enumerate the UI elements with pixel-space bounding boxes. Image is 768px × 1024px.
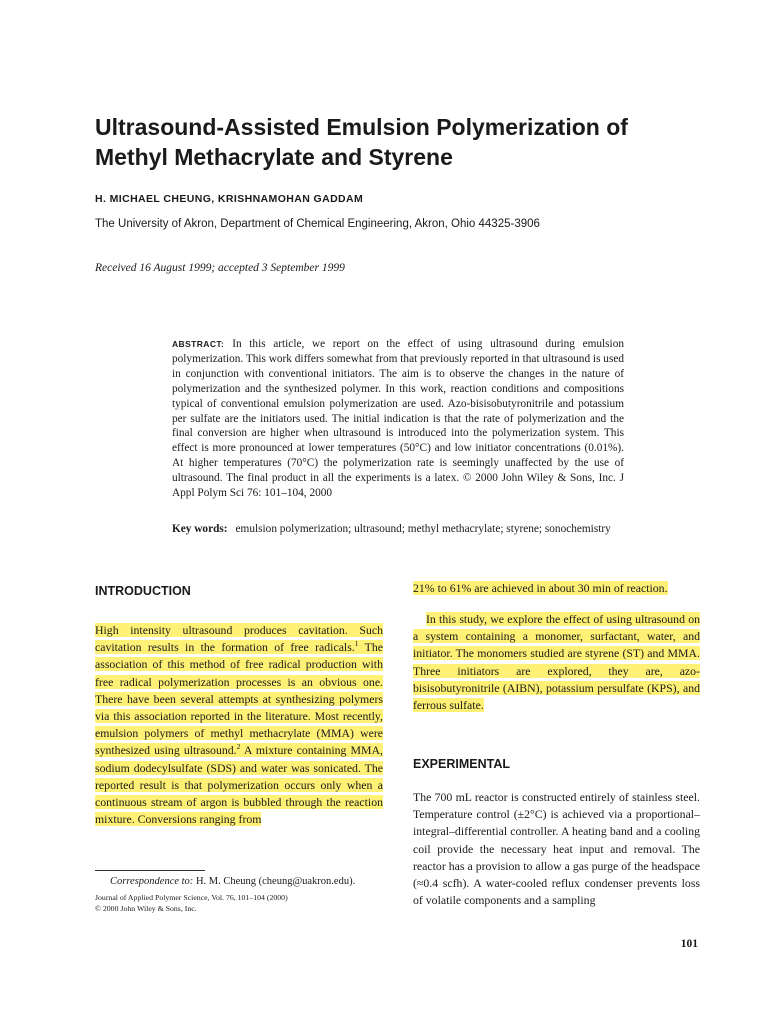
experimental-paragraph: The 700 mL reactor is constructed entirely of stainless steel. Temperature control (±2°C) is achieved via a proportional–integral–differential controller. A heating band and a cooling coil provide the necessary heat input and removal. The reactor has a provision to allow a gas purge of the headspace (≈0.4 scfh). A water-cooled reflux condenser prevents loss of volatile components and a sampling xyxy=(413,790,700,908)
intro-text-part-3: A mixture containing MMA, sodium dodecylsulfate (SDS) and water was sonicated. The reported result is that polymerization occurs only when a continuous stream of argon is bubbled through the reaction mixture. Conversions ranging from xyxy=(95,743,383,827)
keywords xyxy=(172,522,624,537)
intro-text-part-2: The association of this method of free radical production with free radical polymerization processes is an obvious one. There have been several attempts at synthesizing polymers via this association reported in the literature. Most recently, emulsion polymers of methyl methacrylate (MMA) were synthesized using ultrasound. xyxy=(95,640,383,758)
intro-continuation-text: 21% to 61% are achieved in about 30 min of reaction. xyxy=(413,581,668,595)
journal-citation: Journal of Applied Polymer Science, Vol. 76, 101–104 (2000) xyxy=(95,893,288,902)
highlighted-text xyxy=(95,623,383,826)
correspondence-text: H. M. Cheung (cheung@uakron.edu). xyxy=(195,876,356,887)
study-text: In this study, we explore the effect of using ultrasound on a system containing a monomer, surfactant, water, and initiator. The monomers studied are styrene (ST) and MMA. Three initiators are explored, they are, azo-bisisobutyronitrile (AIBN), potassium persulfate (KPS), and ferrous sulfate. xyxy=(413,612,700,713)
intro-text-part-1: High intensity ultrasound produces cavitation. Such cavitation results in the formation of free radicals. xyxy=(95,623,383,655)
copyright-notice: © 2000 John Wiley & Sons, Inc. xyxy=(95,903,197,913)
introduction-paragraph xyxy=(95,622,383,828)
footnote-divider xyxy=(95,870,205,871)
paper-title: Ultrasound-Assisted Emulsion Polymerization of Methyl Methacrylate and Styrene xyxy=(95,114,628,170)
introduction-heading: INTRODUCTION xyxy=(95,584,191,598)
keywords-label: Key words: xyxy=(172,523,228,535)
journal-reference xyxy=(95,893,288,914)
reference-1: 1 xyxy=(354,639,359,649)
author-affiliation: The University of Akron, Department of Chemical Engineering, Akron, Ohio 44325-3906 xyxy=(95,218,540,230)
reference-2: 2 xyxy=(236,742,241,752)
correspondence-note xyxy=(110,876,355,887)
author-list: H. MICHAEL CHEUNG, KRISHNAMOHAN GADDAM xyxy=(95,193,364,205)
experimental-heading: EXPERIMENTAL xyxy=(413,757,510,771)
abstract xyxy=(172,337,624,501)
correspondence-label: Correspondence to: xyxy=(110,876,194,887)
study-paragraph xyxy=(413,611,700,714)
abstract-text: In this article, we report on the effect of using ultrasound during emulsion polymerization. This work differs somewhat from that previously reported in that ultrasound is used in conjunction with conventional initiators. The aim is to observe the changes in the nature of polymerization and the synthesized polymer. In this work, reaction conditions and compositions typical of conventional emulsion polymerization are used. Azo-bisisobutyronitrile and potassium per sulfate are the initiators used. The initial indication is that the rate of polymerization and the final conversion are higher when ultrasound is introduced into the polymerization system. This effect is more pronounced at lower temperatures (50°C) and low initiator concentrations (0.01%). At higher temperatures (70°C) the polymerization rate is seemingly unaffected by the use of ultrasound. The final product in all the experiments is a latex. © 2000 John Wiley & Sons, Inc. J Appl Polym Sci 76: 101–104, 2000 xyxy=(172,338,624,500)
received-dates: Received 16 August 1999; accepted 3 September 1999 xyxy=(95,262,345,274)
keywords-text: emulsion polymerization; ultrasound; methyl methacrylate; styrene; sonochemistry xyxy=(235,523,611,535)
abstract-label: ABSTRACT: xyxy=(172,339,225,349)
page-number: 101 xyxy=(680,938,698,950)
introduction-continuation xyxy=(413,580,700,597)
